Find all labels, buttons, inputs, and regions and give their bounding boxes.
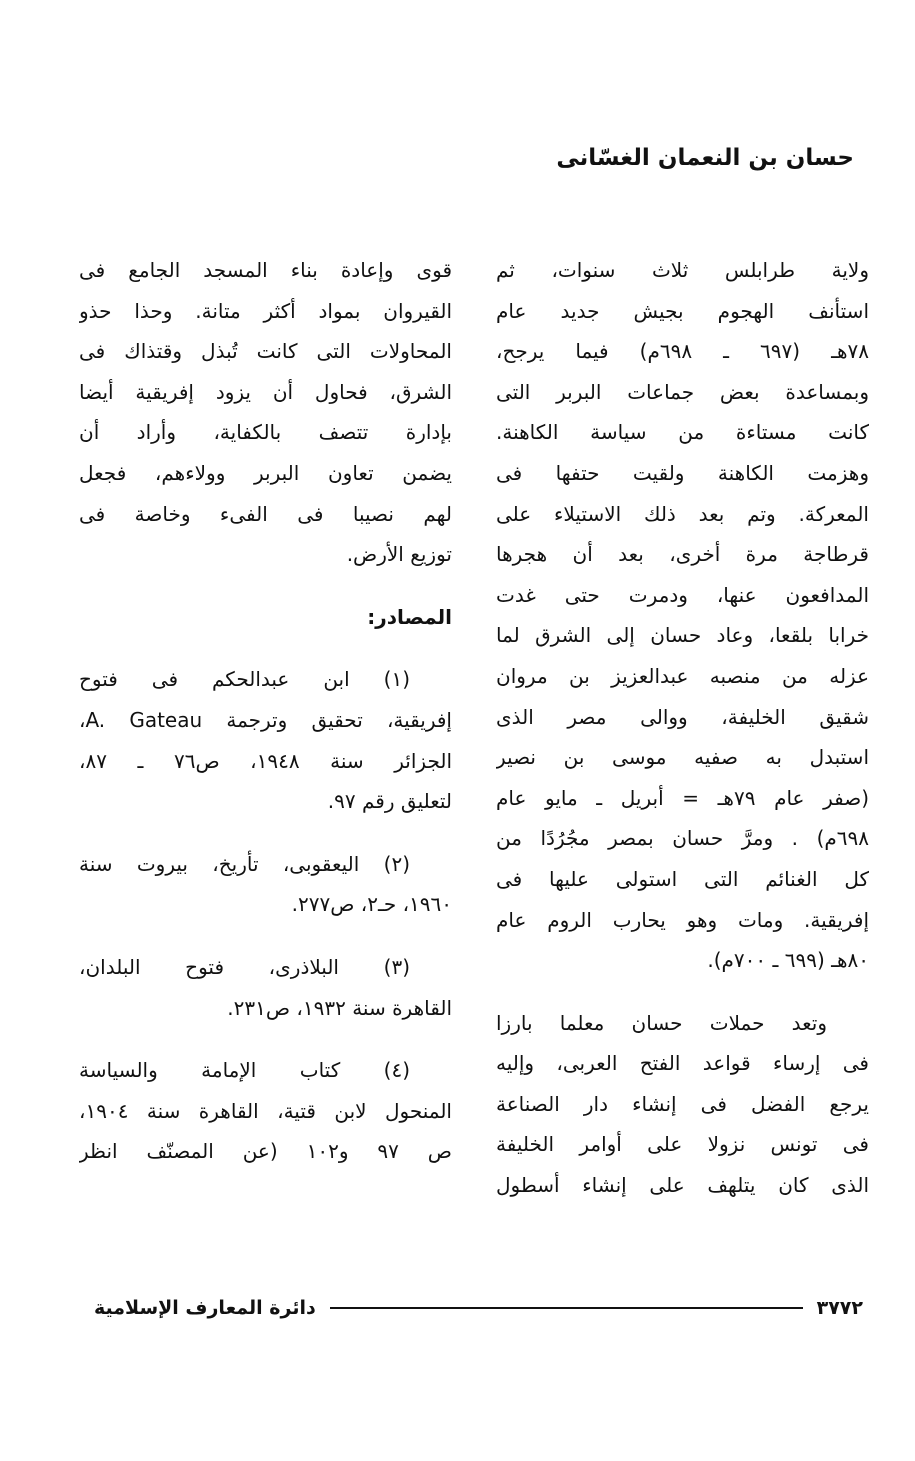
text-line: ٦٩٨م) . ومرَّ حسان بمصر مجُرُدًا من <box>496 826 869 851</box>
right-column <box>496 250 869 1206</box>
text-line: فى إرساء قواعد الفتح العربى، وإليه <box>496 1051 869 1076</box>
text-line: الشرق، فحاول أن يزود إفريقية أيضا <box>79 379 452 404</box>
text-line: إفريقية. ومات وهو يحارب الروم عام <box>496 907 869 932</box>
source-line: (١) ابن عبدالحكم فى فتوح <box>79 667 410 692</box>
source-line: (٣) البلاذرى، فتوح البلدان، <box>79 954 410 979</box>
text-line: شقيق الخليفة، ووالى مصر الذى <box>496 704 869 729</box>
text-line: توزيع الأرض. <box>346 542 452 567</box>
journal-title: دائرة المعارف الإسلامية <box>94 1297 316 1319</box>
text-line: بإدارة تتصف بالكفاية، وأراد أن <box>79 420 452 445</box>
text-line: وهزمت الكاهنة ولقيت حتفها فى <box>496 460 869 485</box>
source-line: الجزائر سنة ١٩٤٨، ص٧٦ ـ ٨٧، <box>79 748 452 773</box>
text-line: وتعد حملات حسان معلما بارزا <box>496 1010 827 1035</box>
source-line <box>79 700 452 741</box>
source-line: ص ٩٧ و١٠٢ (عن المصنّف انظر <box>79 1139 452 1164</box>
source-translator: A. Gateau <box>85 707 203 732</box>
left-column <box>79 250 452 1172</box>
text-line: استبدل به صفيه موسى بن نصير <box>496 745 869 770</box>
page-number: ٣٧٧٢ <box>816 1297 863 1319</box>
source-line: ١٩٦٠، حـ٢، ص٢٧٧. <box>291 892 452 917</box>
source-line: (٢) اليعقوبى، تأريخ، بيروت سنة <box>79 851 410 876</box>
text-line: خرابا بلقعا، وعاد حسان إلى الشرق لما <box>496 623 869 648</box>
text-line: كل الغنائم التى استولى عليها فى <box>496 866 869 891</box>
text-line: لهم نصيبا فى الفىء وخاصة فى <box>79 501 452 526</box>
text-line: ولاية طرابلس ثلاث سنوات، ثم <box>496 258 869 282</box>
text-line: القيروان بمواد أكثر متانة. وحذا حذو <box>79 298 452 323</box>
source-text: ، <box>79 707 86 732</box>
source-text: إفريقية، تحقيق وترجمة <box>226 707 452 732</box>
text-line: قرطاجة مرة أخرى، بعد أن هجرها <box>496 542 869 567</box>
text-line: (صفر عام ٧٩هـ = أبريل ـ مايو عام <box>496 785 869 810</box>
text-line: عزله من منصبه عبدالعزيز بن مروان <box>496 663 869 688</box>
text-line: كانت مستاءة من سياسة الكاهنة. <box>496 420 869 445</box>
text-line: فى تونس نزولا على أوامر الخليفة <box>496 1132 869 1157</box>
text-line: الذى كان يتلهف على إنشاء أسطول <box>496 1173 869 1198</box>
text-line: ٧٨هـ (٦٩٧ ـ ٦٩٨م) فيما يرجح، <box>496 339 869 364</box>
text-line: قوى وإعادة بناء المسجد الجامع فى <box>79 258 452 282</box>
text-line: وبمساعدة بعض جماعات البربر التى <box>496 379 869 404</box>
running-title: حسان بن النعمان الغسّانى <box>556 145 854 171</box>
text-line: استأنف الهجوم بجيش جديد عام <box>496 298 869 323</box>
text-line: يضمن تعاون البربر وولاءهم، فجعل <box>79 460 452 485</box>
text-line: المعركة. وتم بعد ذلك الاستيلاء على <box>496 501 869 526</box>
source-line: (٤) كتاب الإمامة والسياسة <box>79 1058 410 1083</box>
page-footer <box>94 1290 863 1326</box>
source-line: المنحول لابن قتية، القاهرة سنة ١٩٠٤، <box>79 1098 452 1123</box>
source-line: لتعليق رقم ٩٧. <box>327 789 452 814</box>
sources-heading: المصادر: <box>367 604 452 629</box>
text-line: المحاولات التى كانت تُبذل وقتذاك فى <box>79 339 452 364</box>
text-line: ٨٠هـ (٦٩٩ ـ ٧٠٠م). <box>707 948 869 973</box>
footer-rule <box>330 1307 803 1309</box>
source-line: القاهرة سنة ١٩٣٢، ص٢٣١. <box>227 995 452 1020</box>
text-line: يرجع الفضل فى إنشاء دار الصناعة <box>496 1091 869 1116</box>
text-line: المدافعون عنها، ودمرت حتى غدت <box>496 582 869 607</box>
